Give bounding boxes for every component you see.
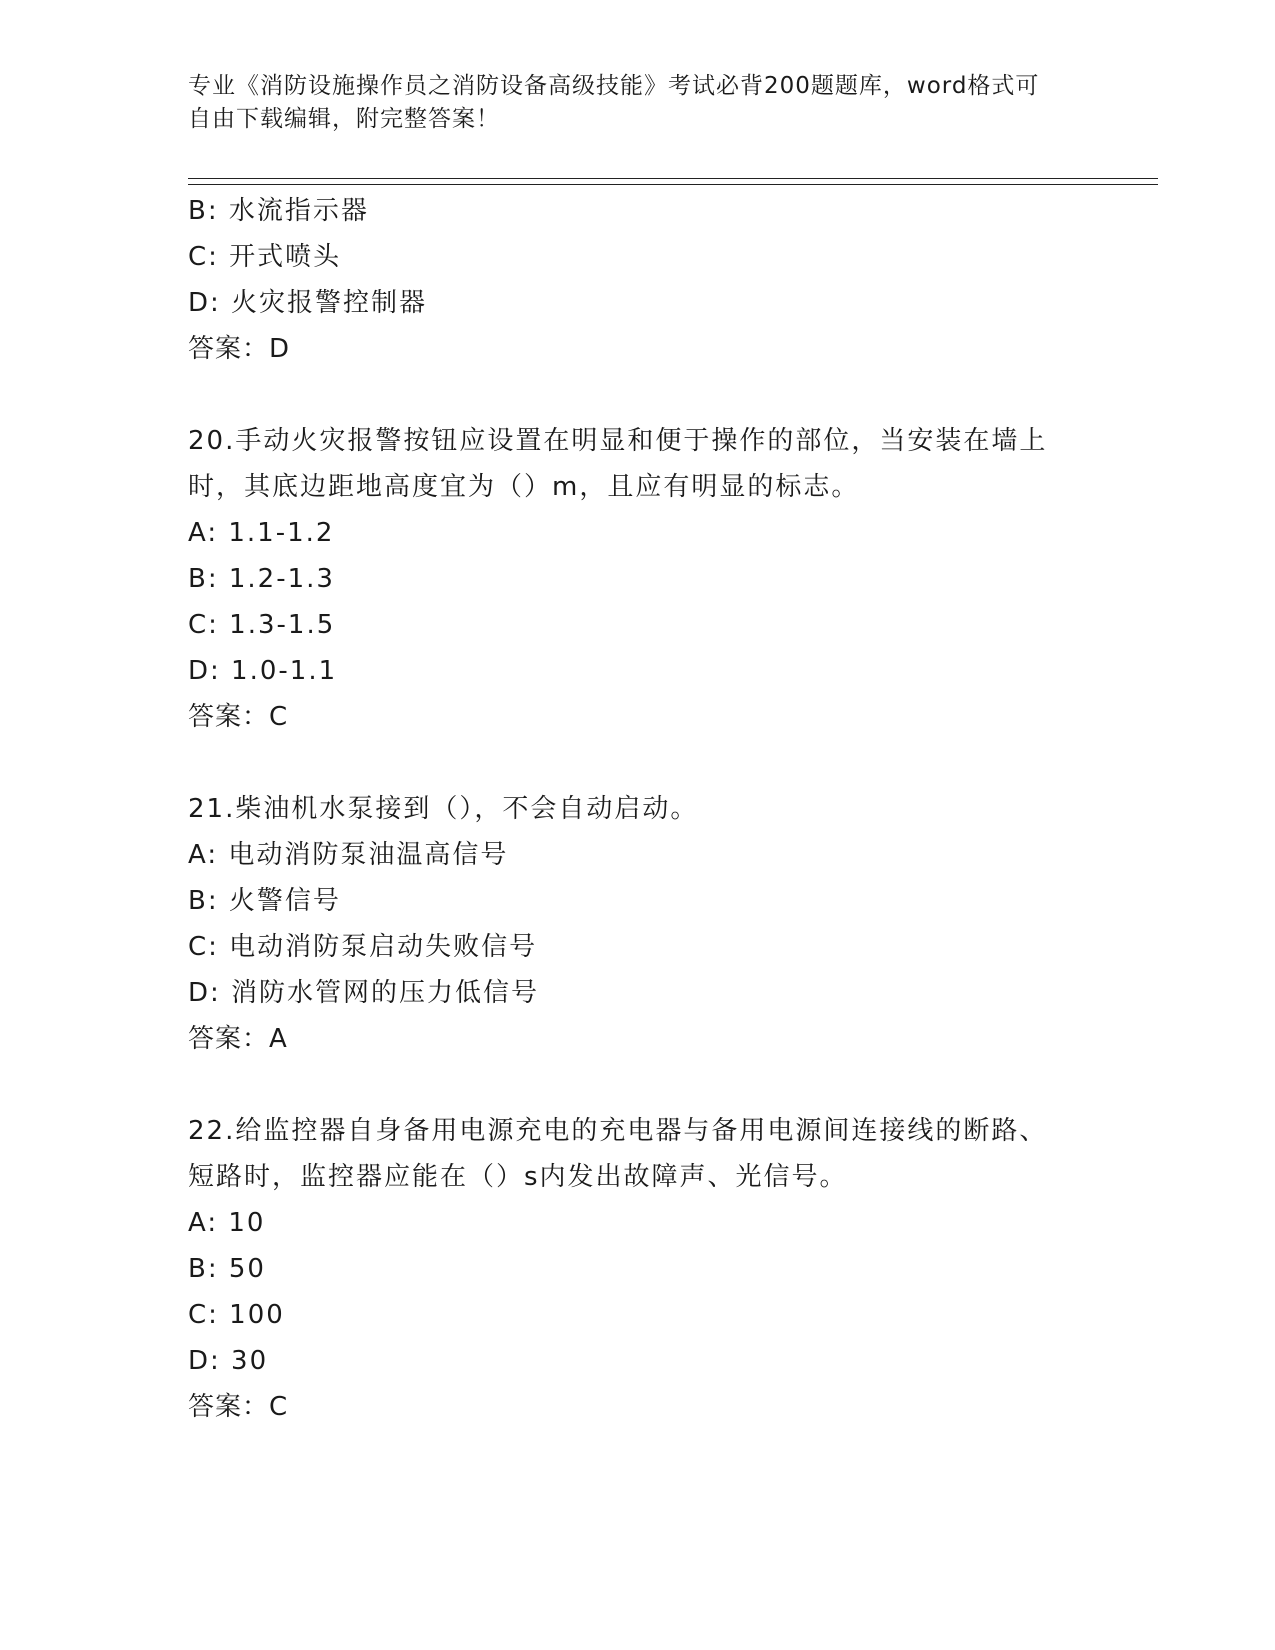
option-c: C: 开式喷头	[188, 242, 342, 272]
question-stem-line-1: 22.给监控器自身备用电源充电的充电器与备用电源间连接线的断路、	[188, 1116, 1048, 1146]
option-d: D: 1.0-1.1	[188, 656, 338, 686]
option-d: D: 30	[188, 1346, 269, 1376]
question-stem-line-2: 短路时，监控器应能在（）s内发出故障声、光信号。	[188, 1162, 848, 1192]
answer-line: 答案：C	[188, 1392, 289, 1422]
option-d: D: 火灾报警控制器	[188, 288, 428, 318]
option-c: C: 电动消防泵启动失败信号	[188, 932, 538, 962]
option-a: A: 10	[188, 1208, 266, 1238]
option-b: B: 50	[188, 1254, 266, 1284]
option-c: C: 100	[188, 1300, 285, 1330]
option-a: A: 电动消防泵油温高信号	[188, 840, 509, 870]
question-block-20	[188, 418, 1088, 740]
option-b: B: 水流指示器	[188, 196, 369, 226]
spacer	[188, 1062, 1088, 1108]
header-line-2: 自由下载编辑，附完整答案！	[188, 106, 500, 132]
option-b: B: 火警信号	[188, 886, 341, 916]
question-block-21	[188, 786, 1088, 1062]
spacer	[188, 372, 1088, 418]
question-content	[188, 188, 1088, 1430]
answer-line: 答案：C	[188, 702, 289, 732]
header-divider-top	[188, 178, 1158, 179]
answer-line: 答案：A	[188, 1024, 288, 1054]
option-a: A: 1.1-1.2	[188, 518, 335, 548]
option-c: C: 1.3-1.5	[188, 610, 336, 640]
document-header	[188, 70, 1088, 136]
answer-line: 答案：D	[188, 334, 291, 364]
spacer	[188, 740, 1088, 786]
header-line-1: 专业《消防设施操作员之消防设备高级技能》考试必背200题题库，word格式可	[188, 73, 1040, 99]
option-d: D: 消防水管网的压力低信号	[188, 978, 540, 1008]
question-stem-line-1: 20.手动火灾报警按钮应设置在明显和便于操作的部位，当安装在墙上	[188, 426, 1048, 456]
question-stem-line-1: 21.柴油机水泵接到（），不会自动启动。	[188, 794, 699, 824]
question-stem-line-2: 时，其底边距地高度宜为（）m，且应有明显的标志。	[188, 472, 860, 502]
question-block-prev	[188, 188, 1088, 372]
option-b: B: 1.2-1.3	[188, 564, 335, 594]
question-block-22	[188, 1108, 1088, 1430]
header-divider-bottom	[188, 184, 1158, 185]
